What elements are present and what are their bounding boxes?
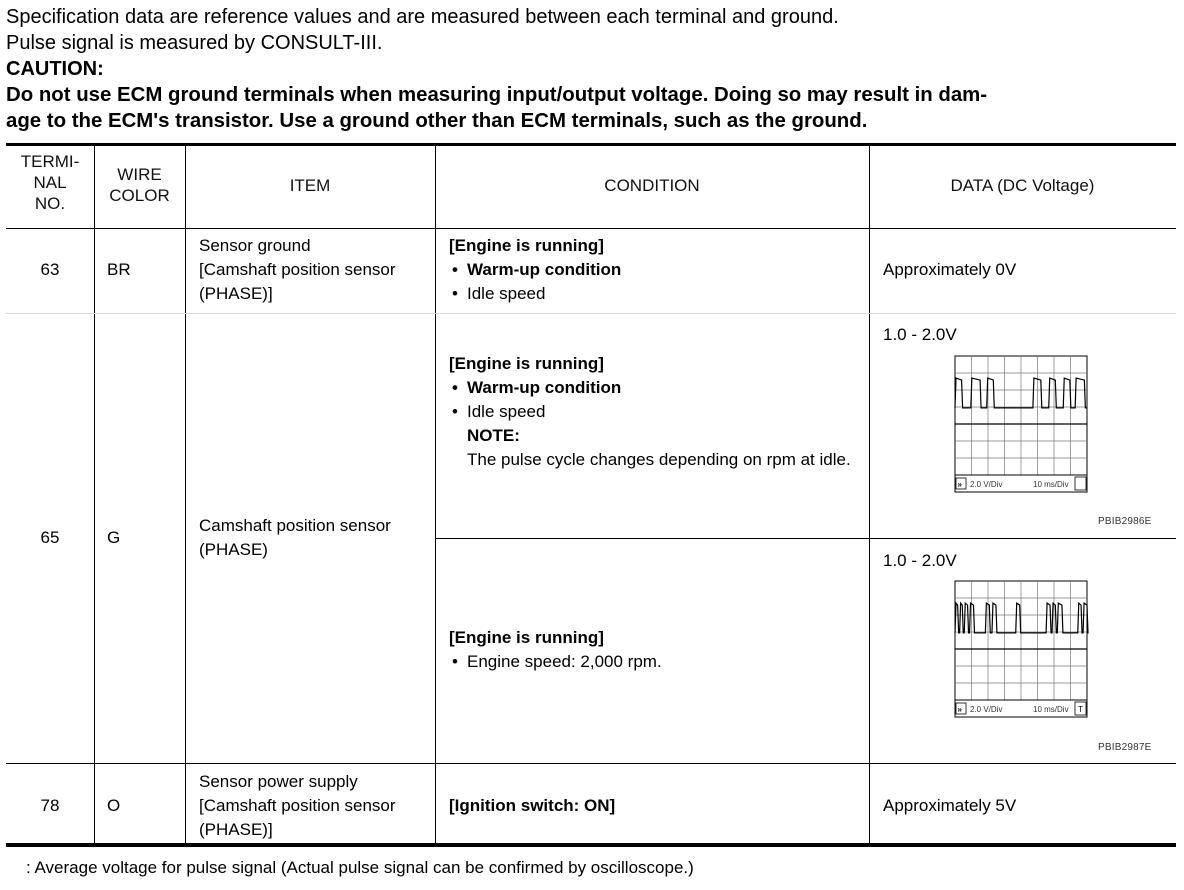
- data-value: Approximately 0V: [883, 260, 1017, 279]
- footnote: : Average voltage for pulse signal (Actual pulse signal can be confirmed by oscilloscope.): [26, 858, 694, 877]
- data-value: 1.0 - 2.0V: [883, 325, 957, 344]
- subrow-divider: [435, 538, 1176, 539]
- caution-line-1: Do not use ECM ground terminals when measuring input/output voltage. Doing so may result in dam-: [6, 84, 988, 106]
- condition-bullet: • Warm-up condition: [449, 376, 864, 400]
- header-condition: CONDITION: [604, 176, 700, 195]
- wire-color: BR: [107, 260, 131, 279]
- row-divider: [6, 313, 1176, 314]
- condition-heading: [Ignition switch: ON]: [449, 796, 616, 815]
- wire-color: G: [107, 528, 121, 547]
- scope-mode-icon: »: [957, 480, 962, 489]
- condition: [449, 352, 864, 472]
- wire-color: O: [107, 796, 121, 815]
- data-value: Approximately 5V: [883, 796, 1017, 815]
- oscilloscope-graph: [951, 579, 1091, 734]
- condition-heading: [Engine is running]: [449, 628, 604, 647]
- intro-notes: [6, 4, 1184, 134]
- terminal-number: 63: [40, 260, 60, 279]
- data-value: 1.0 - 2.0V: [883, 551, 957, 570]
- trigger-label: T: [1078, 705, 1083, 714]
- spec-note: Specification data are reference values and are measured between each terminal and ground.: [6, 6, 839, 28]
- header-data: DATA (DC Voltage): [950, 176, 1095, 195]
- column-divider: [869, 146, 870, 843]
- header-divider: [6, 228, 1176, 229]
- header-terminal: [6, 151, 94, 214]
- header-item: ITEM: [289, 176, 331, 195]
- oscilloscope-graph: [951, 354, 1091, 509]
- item-line: Camshaft position sensor: [199, 516, 391, 535]
- time-per-div-label: 10 ms/Div: [1033, 480, 1069, 489]
- condition-bullet: • Idle speed: [449, 400, 864, 424]
- volt-per-div-label: 2.0 V/Div: [970, 705, 1003, 714]
- pulse-note: Pulse signal is measured by CONSULT-III.: [6, 32, 383, 54]
- column-divider: [435, 146, 436, 843]
- header-terminal-line: TERMI-: [20, 152, 80, 171]
- condition: [449, 626, 662, 674]
- item-line: [Camshaft position sensor: [199, 796, 396, 815]
- condition-heading: [Engine is running]: [449, 354, 604, 373]
- item-line: (PHASE): [199, 540, 268, 559]
- row-divider: [6, 763, 1176, 764]
- item-line: (PHASE)]: [199, 284, 273, 303]
- item-line: [Camshaft position sensor: [199, 260, 396, 279]
- terminal-number: 65: [40, 528, 60, 547]
- oscilloscope-trace: [951, 579, 1091, 739]
- item-description: [199, 770, 396, 842]
- header-wire-line: COLOR: [109, 186, 170, 205]
- header-wire-color: [94, 164, 185, 206]
- figure-code: PBIB2986E: [1098, 516, 1152, 527]
- condition: [449, 234, 621, 306]
- terminal-table: [6, 143, 1176, 847]
- caution-label: CAUTION:: [6, 58, 104, 80]
- figure-code: PBIB2987E: [1098, 742, 1152, 753]
- oscilloscope-trace: [951, 354, 1091, 514]
- column-divider: [185, 146, 186, 843]
- condition-bullet: • Idle speed: [449, 282, 621, 306]
- trigger-box: [1075, 477, 1086, 490]
- item-description: [199, 234, 396, 306]
- condition-bullet: • Warm-up condition: [449, 258, 621, 282]
- header-terminal-line: NAL: [33, 173, 67, 192]
- item-line: Sensor power supply: [199, 772, 358, 791]
- terminal-number: 78: [40, 796, 60, 815]
- note-label: NOTE:: [467, 426, 520, 445]
- condition-heading: [Engine is running]: [449, 236, 604, 255]
- volt-per-div-label: 2.0 V/Div: [970, 480, 1003, 489]
- column-divider: [94, 146, 95, 843]
- item-line: (PHASE)]: [199, 820, 273, 839]
- caution-line-2: age to the ECM's transistor. Use a ground other than ECM terminals, such as the ground.: [6, 110, 868, 132]
- header-terminal-line: NO.: [34, 194, 66, 213]
- time-per-div-label: 10 ms/Div: [1033, 705, 1069, 714]
- condition-bullet: • Engine speed: 2,000 rpm.: [449, 650, 662, 674]
- item-line: Sensor ground: [199, 236, 311, 255]
- header-wire-line: WIRE: [117, 165, 162, 184]
- item-description: [199, 514, 391, 562]
- note-text: The pulse cycle changes depending on rpm at idle.: [467, 450, 851, 469]
- scope-mode-icon: »: [957, 705, 962, 714]
